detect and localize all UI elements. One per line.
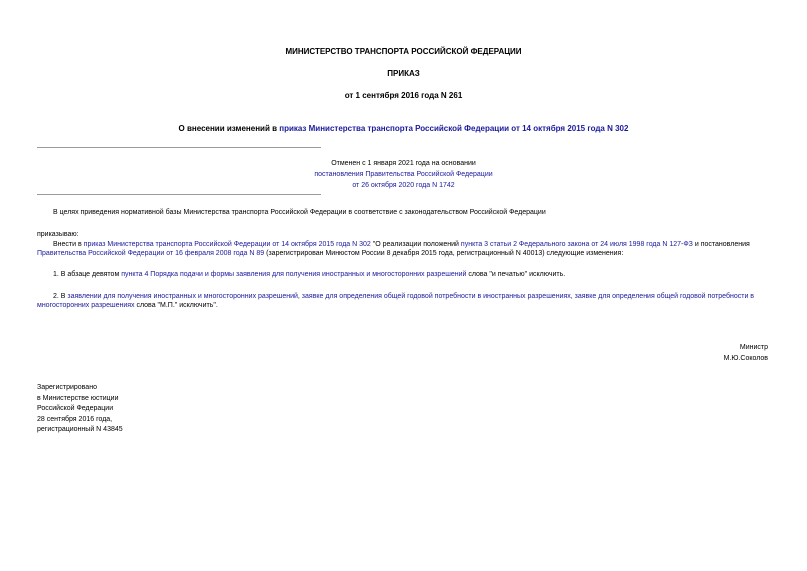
p1-law-link[interactable]: пункта 3 статьи 2 Федерального закона от 24 июля 1998 года N 127-ФЗ: [460, 241, 693, 248]
p2-procedure-link[interactable]: пункта 4 Порядка подачи и формы заявления для получения иностранных и многосторонних разрешений: [121, 271, 467, 278]
p3-pre: 2. В: [53, 293, 68, 300]
repeal-notice: [0, 158, 807, 191]
repeal-decree-link[interactable]: постановления Правительства Российской Федерации: [314, 171, 493, 178]
paragraph-item-2: [37, 292, 777, 311]
p1-mid2: и постановления: [692, 241, 750, 248]
registration-block: [37, 383, 123, 436]
ministry-heading: МИНИСТЕРСТВО ТРАНСПОРТА РОССИЙСКОЙ ФЕДЕРАЦИИ: [285, 47, 522, 56]
signature-name: М.Ю.Соколов: [723, 355, 768, 362]
registration-line3: Российской Федерации: [37, 405, 114, 412]
signature-position: Министр: [739, 344, 768, 351]
repeal-notice-line1: Отменен с 1 января 2021 года на основании: [331, 160, 476, 167]
intro-paragraph: [37, 208, 777, 217]
title-order-link[interactable]: приказ Министерства транспорта Российской Федерации от 14 октября 2015 года N 302: [279, 124, 629, 133]
p3-application-link[interactable]: заявлении для получения иностранных и многосторонних разрешений, заявке для определения общей годовой потребности в иностранных разрешениях, заявке для определения общей годовой потребности в многосторонних разрешениях: [37, 293, 755, 310]
registration-line5: регистрационный N 43845: [37, 426, 123, 433]
p1-post: (зарегистрирован Минюстом России 8 декабря 2015 года, регистрационный N 40013) следующие изменения:: [264, 250, 624, 258]
repeal-decree-date-link[interactable]: от 26 октября 2020 года N 1742: [352, 182, 455, 189]
registration-line2: в Министерстве юстиции: [37, 394, 119, 402]
intro-text: В целях приведения нормативной базы Министерства транспорта Российской Федерации в соответствие с законодательством Российской Федерации: [53, 209, 546, 216]
p1-pre: Внести в: [53, 241, 84, 248]
document-title: [0, 124, 807, 135]
document-type: ПРИКАЗ: [387, 69, 420, 78]
paragraph-amendment: [37, 240, 777, 259]
title-prefix: О внесении изменений в: [178, 124, 280, 133]
p1-order-link[interactable]: приказ Министерства транспорта Российской Федерации от 14 октября 2015 года N 302: [83, 241, 371, 248]
divider-bottom: [37, 194, 321, 195]
p2-post: слова "и печатью" исключить.: [466, 271, 566, 278]
p1-mid1: "О реализации положений: [370, 241, 461, 248]
p1-decree-link[interactable]: Правительства Российской Федерации от 16 февраля 2008 года N 89: [37, 250, 265, 258]
divider-top: [37, 147, 321, 148]
signature-block: [724, 342, 768, 364]
paragraph-item-1: [37, 270, 777, 279]
p2-pre: 1. В абзаце девятом: [53, 271, 122, 278]
registration-line1: Зарегистрировано: [37, 384, 97, 391]
registration-line4: 28 сентября 2016 года,: [37, 415, 113, 423]
document-date-number: от 1 сентября 2016 года N 261: [344, 91, 463, 100]
order-word: приказываю:: [37, 231, 79, 238]
p3-post: слова "М.П." исключить".: [134, 302, 218, 310]
